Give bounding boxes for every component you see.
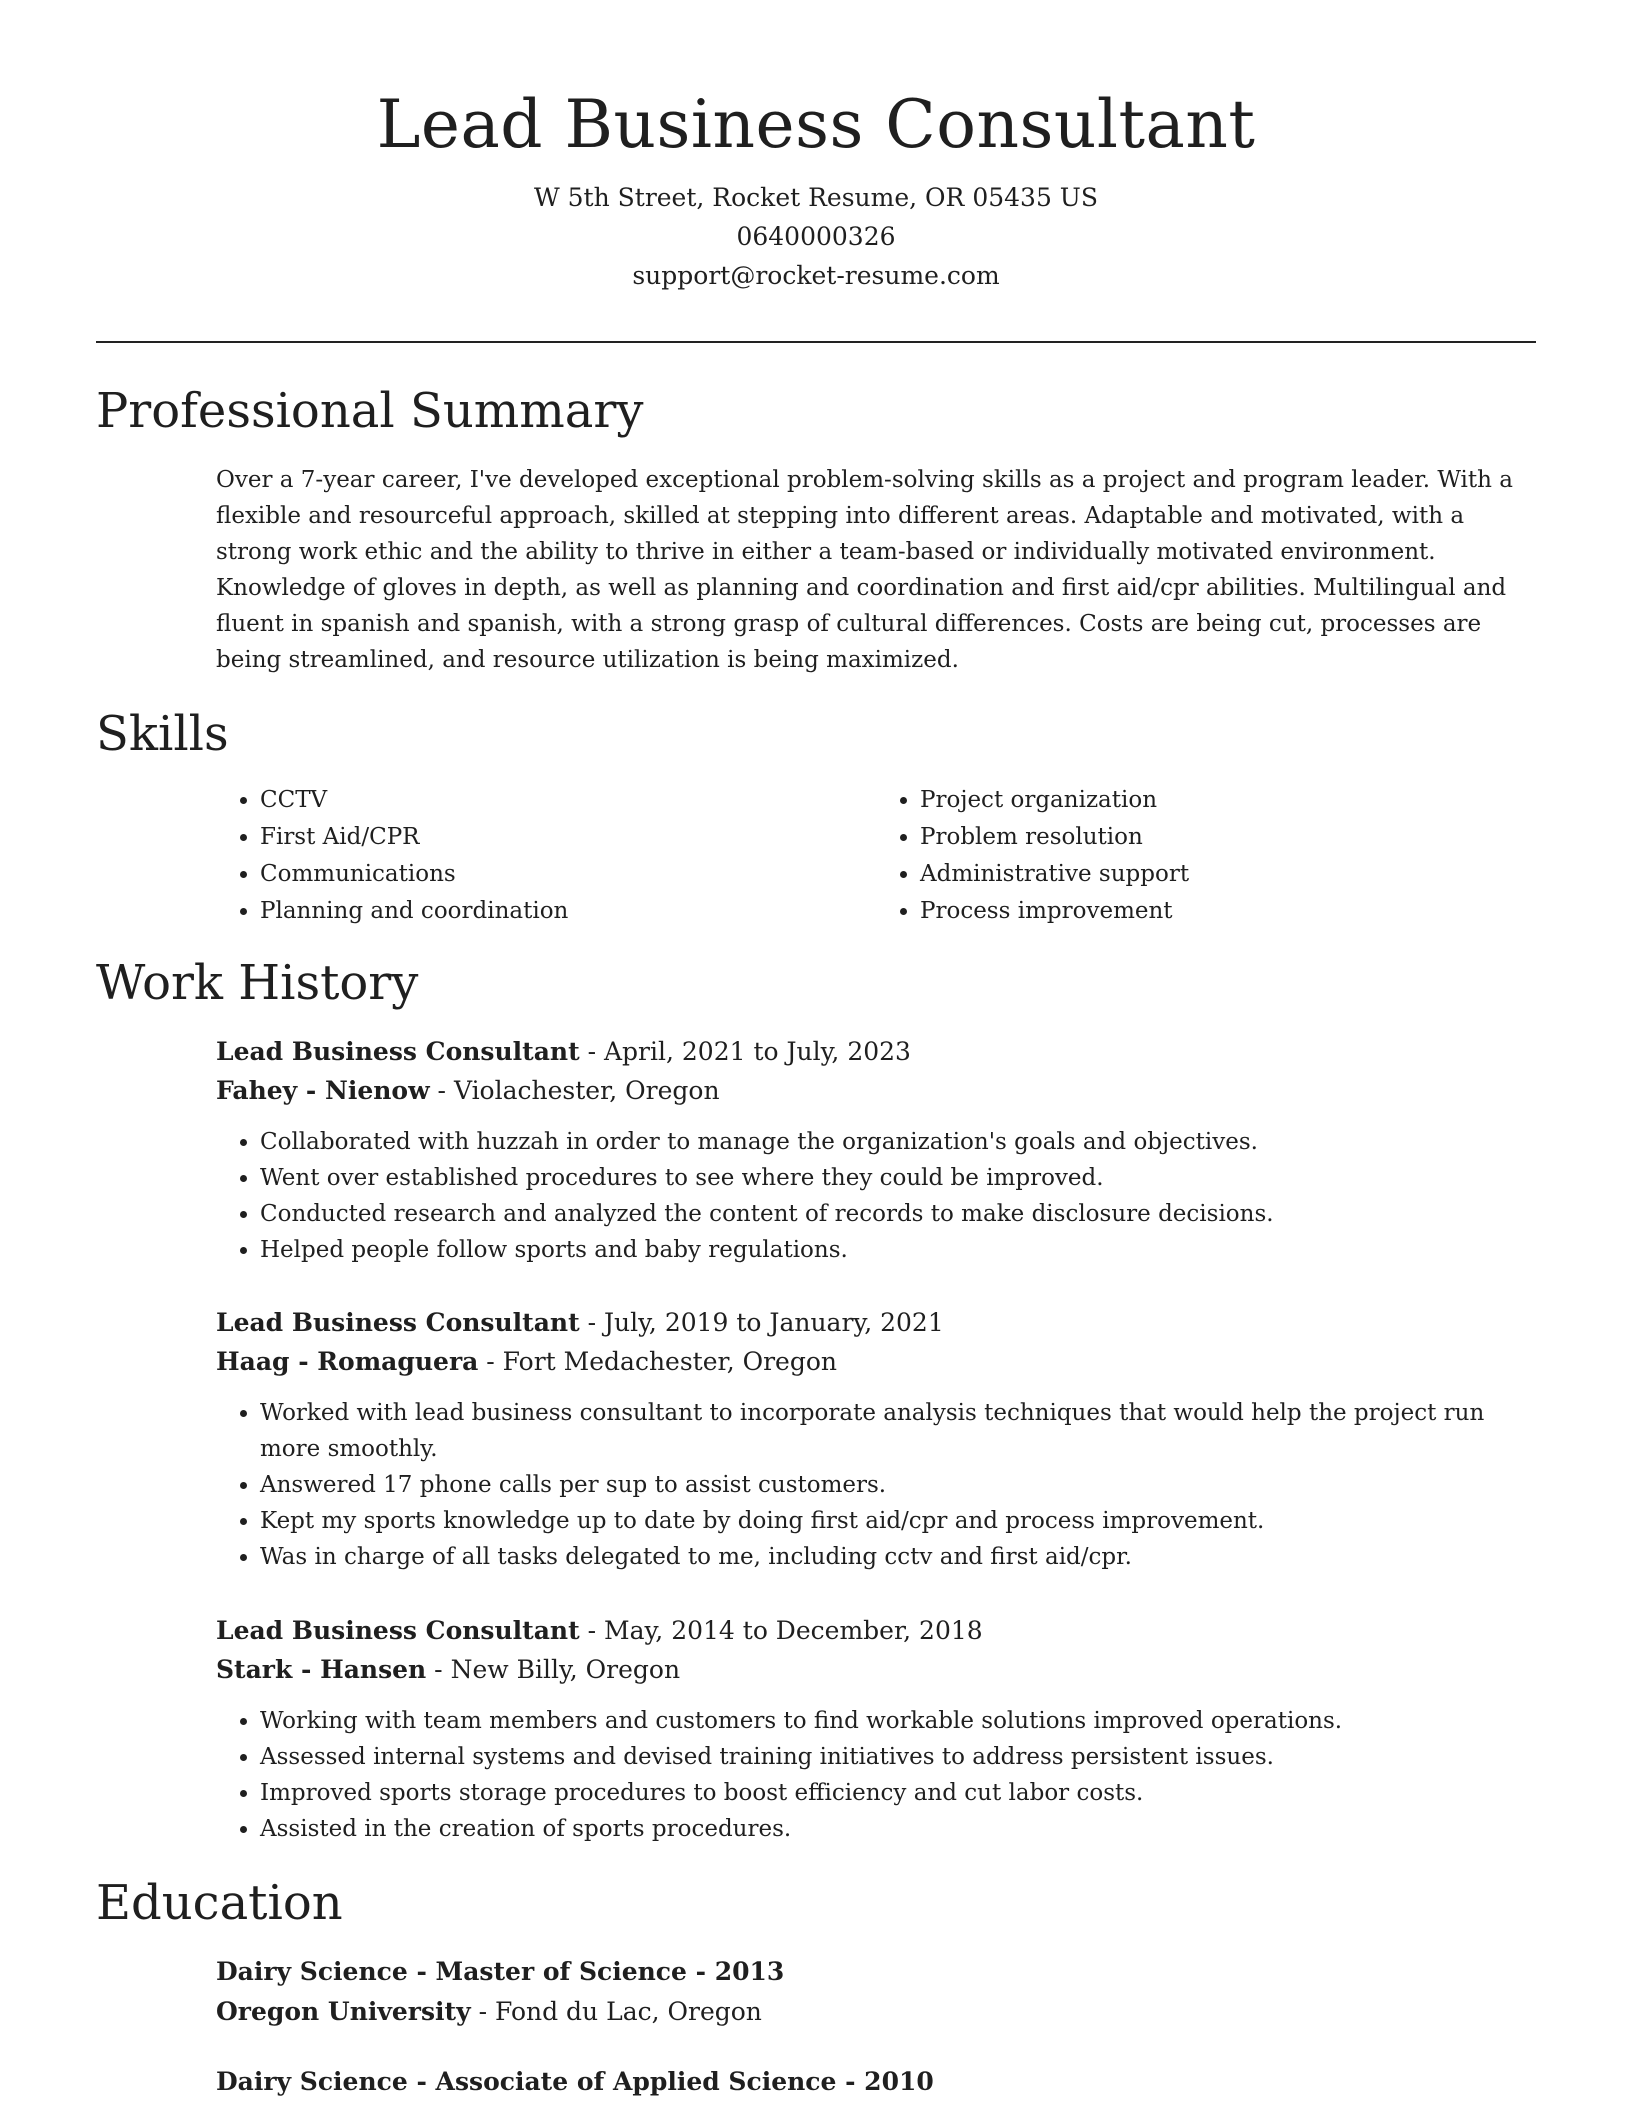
candidate-name: Lead Business Consultant — [376, 86, 1256, 163]
resume-header — [0, 0, 1632, 295]
job-bullets — [216, 1703, 1536, 1847]
job-bullet: • Worked with lead business consultant to incorporate analysis techniques that would help the project run more smoothly. — [260, 1395, 1536, 1467]
job-role: Lead Business Consultant — [216, 1616, 580, 1645]
section-title-summary: Professional Summary — [96, 383, 644, 439]
job-bullet: • Collaborated with huzzah in order to manage the organization's goals and objectives. — [260, 1124, 1536, 1160]
job-entry — [216, 1611, 1536, 1847]
job-title-line — [216, 1032, 1536, 1071]
summary-text: Over a 7-year career, I've developed exceptional problem-solving skills as a project and program leader. With a flexible and resourceful approach, skilled at stepping into different areas. Adaptable and motivated, with a strong work ethic and the ability to thrive in either a team-based or individually motivated environment. Knowledge of gloves in depth, as well as planning and coordination and first aid/cpr abilities. Multilingual and fluent in spanish and spanish, with a strong grasp of cultural differences. Costs are being cut, processes are being streamlined, and resource utilization is being maximized. — [216, 467, 1513, 673]
job-bullets — [216, 1124, 1536, 1268]
job-company-line — [216, 1342, 1536, 1381]
job-bullet: • Assisted in the creation of sports procedures. — [260, 1811, 1536, 1847]
job-role: Lead Business Consultant — [216, 1037, 580, 1066]
job-dates: - July, 2019 to January, 2021 — [579, 1308, 944, 1337]
education-school: Oregon University — [216, 1997, 471, 2026]
job-entry — [216, 1032, 1536, 1268]
skills-column-right — [876, 782, 1536, 930]
skill-item: • Process improvement — [920, 893, 1536, 930]
job-company: Fahey - Nienow — [216, 1076, 430, 1105]
education-degree: Dairy Science - Master of Science - 2013 — [216, 1957, 785, 1986]
job-company: Stark - Hansen — [216, 1655, 427, 1684]
job-entry — [216, 1303, 1536, 1575]
education-school-line — [216, 1992, 1536, 2032]
skill-item: • First Aid/CPR — [260, 819, 876, 856]
job-bullet: • Conducted research and analyzed the content of records to make disclosure decisions. — [260, 1196, 1536, 1232]
job-company: Haag - Romaguera — [216, 1347, 479, 1376]
education-location: - Fond du Lac, Oregon — [470, 1997, 762, 2026]
contact-email: support@rocket-resume.com — [632, 261, 1000, 290]
education-entry — [216, 1952, 1536, 2032]
job-location: - Fort Medachester, Oregon — [478, 1347, 838, 1376]
header-divider — [96, 341, 1536, 343]
job-bullet: • Assessed internal systems and devised training initiatives to address persistent issues. — [260, 1739, 1536, 1775]
education-entry — [216, 2062, 1536, 2102]
skill-item: • Problem resolution — [920, 819, 1536, 856]
job-bullet: • Helped people follow sports and baby regulations. — [260, 1232, 1536, 1268]
job-location: - New Billy, Oregon — [426, 1655, 681, 1684]
job-role: Lead Business Consultant — [216, 1308, 580, 1337]
contact-info — [0, 178, 1632, 295]
job-dates: - May, 2014 to December, 2018 — [579, 1616, 983, 1645]
section-title-skills: Skills — [96, 706, 229, 762]
skill-item: • Planning and coordination — [260, 893, 876, 930]
job-title-line — [216, 1611, 1536, 1650]
job-company-line — [216, 1650, 1536, 1689]
education-degree: Dairy Science - Associate of Applied Science - 2010 — [216, 2067, 934, 2096]
skill-item: • Communications — [260, 856, 876, 893]
section-title-work-history: Work History — [96, 955, 419, 1011]
job-bullet: • Answered 17 phone calls per sup to assist customers. — [260, 1467, 1536, 1503]
skill-item: • Administrative support — [920, 856, 1536, 893]
skill-item: • CCTV — [260, 782, 876, 819]
job-location: - Violachester, Oregon — [429, 1076, 720, 1105]
job-bullets — [216, 1395, 1536, 1575]
job-bullet: • Went over established procedures to see where they could be improved. — [260, 1160, 1536, 1196]
job-bullet: • Was in charge of all tasks delegated to me, including cctv and first aid/cpr. — [260, 1539, 1536, 1575]
skills-list — [216, 782, 1536, 930]
job-bullet: • Improved sports storage procedures to boost efficiency and cut labor costs. — [260, 1775, 1536, 1811]
section-title-education: Education — [96, 1875, 343, 1931]
job-title-line — [216, 1303, 1536, 1342]
skill-item: • Project organization — [920, 782, 1536, 819]
skills-column-left — [216, 782, 876, 930]
contact-address: W 5th Street, Rocket Resume, OR 05435 US — [534, 183, 1098, 212]
job-bullet: • Working with team members and customers to find workable solutions improved operations. — [260, 1703, 1536, 1739]
contact-phone: 0640000326 — [736, 222, 896, 251]
job-company-line — [216, 1071, 1536, 1110]
job-bullet: • Kept my sports knowledge up to date by doing first aid/cpr and process improvement. — [260, 1503, 1536, 1539]
job-dates: - April, 2021 to July, 2023 — [579, 1037, 911, 1066]
